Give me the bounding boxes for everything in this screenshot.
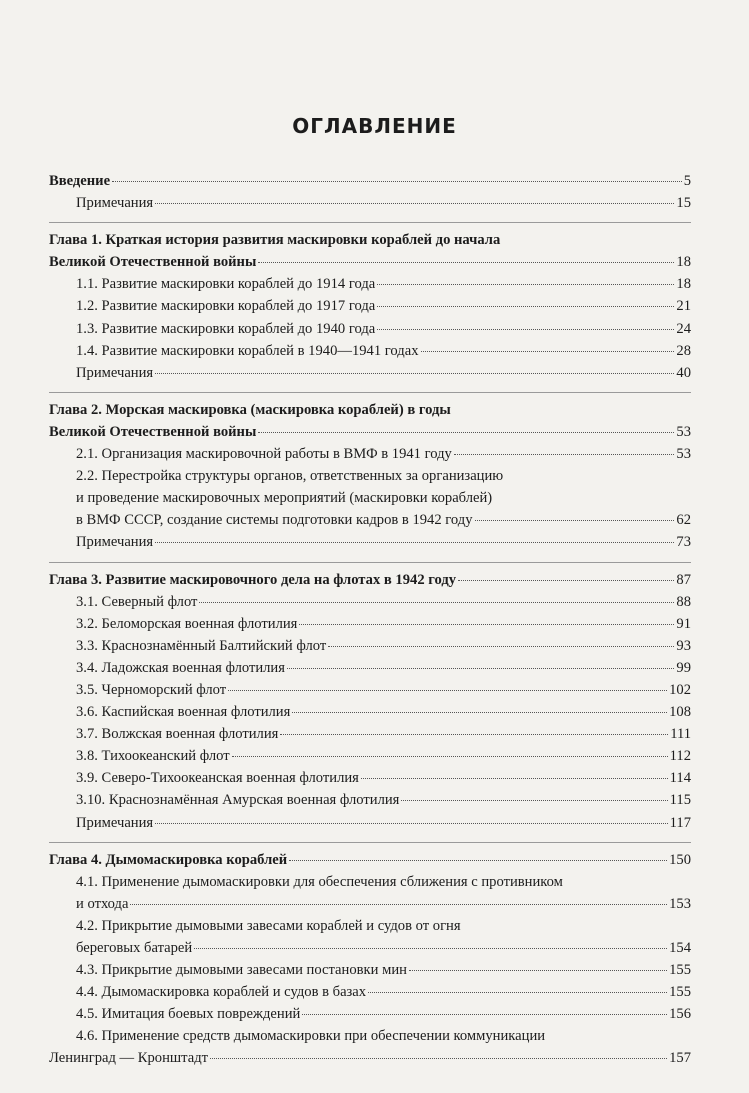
dot-leader [458,579,674,581]
toc-entry-text: 3.10. Краснознамённая Амурская военная флотилия [76,792,400,809]
toc-entry-text: 3.8. Тихоокеанский флот [76,748,230,765]
toc-page-number: 150 [669,851,691,868]
dot-leader [112,180,682,182]
toc-page-number: 154 [669,940,691,956]
toc-page-number: 102 [669,681,691,698]
toc-section [49,170,691,214]
dot-leader [377,328,674,330]
toc-entry[interactable] [49,937,691,959]
toc-chapter-heading[interactable] [49,849,691,871]
dot-leader [409,969,667,971]
toc-entry-text: 1.3. Развитие маскировки кораблей до 1940 года [76,320,376,337]
dot-leader [199,601,674,603]
toc-entry-text: Великой Отечественной войны [49,423,257,440]
toc-entry-text: 4.4. Дымомаскировка кораблей и судов в базах [76,984,367,1001]
dot-leader [258,431,674,433]
toc-page-number: 21 [676,298,691,315]
dot-leader [302,1013,667,1015]
toc-page-number: 155 [669,962,691,979]
toc-entry-text: Глава 4. Дымомаскировка кораблей [49,851,288,868]
toc-page-number: 73 [676,534,691,551]
toc-entry[interactable] [49,1025,691,1047]
toc-entry-text: 4.1. Применение дымомаскировки для обеспечения сближения с противником [76,873,563,890]
toc-page-number: 93 [676,637,691,654]
toc-entry[interactable] [49,812,691,834]
toc-page-number: 108 [669,704,691,721]
toc-page-number: 112 [669,748,691,765]
toc-entry-text: 1.4. Развитие маскировки кораблей в 1940—1941 годах [76,342,419,359]
dot-leader [475,519,675,521]
toc-entry-text: и отхода [76,895,129,912]
toc-entry[interactable] [49,767,691,789]
toc-section [49,222,691,384]
toc-chapter-heading[interactable] [49,251,691,273]
toc-entry-text: 3.4. Ладожская военная флотилия [76,659,285,676]
dot-leader [287,667,674,669]
toc-entry[interactable] [49,591,691,613]
toc-entry-text: 4.6. Применение средств дымомаскировки при обеспечении коммуникации [76,1028,546,1045]
dot-leader [368,991,667,993]
toc-entry-text: и проведение маскировочных мероприятий (маскировки кораблей) [76,490,493,507]
toc-entry[interactable] [49,701,691,723]
toc-entry-text: Ленинград — Кронштадт [49,1050,208,1067]
toc-section [49,562,691,834]
toc-entry-text: береговых батарей [76,940,193,956]
toc-page-number: 114 [669,770,691,787]
toc-entry-text: 3.1. Северный флот [76,593,198,610]
toc-entry-text: Великой Отечественной войны [49,254,257,271]
toc-entry[interactable] [49,273,691,295]
dot-leader [280,733,668,735]
dot-leader [401,799,667,801]
toc-entry-text: Глава 3. Развитие маскировочного дела на флотах в 1942 году [49,571,457,588]
toc-entry[interactable] [49,981,691,1003]
dot-leader [194,947,667,949]
dot-leader [210,1057,667,1059]
table-of-contents [49,170,691,1070]
toc-entry[interactable] [49,915,691,937]
toc-entry[interactable] [49,613,691,635]
dot-leader [377,305,674,307]
toc-entry[interactable] [49,318,691,340]
dot-leader [377,283,674,285]
toc-page-number: 115 [669,792,691,809]
toc-page-number: 99 [676,659,691,676]
toc-entry[interactable] [49,893,691,915]
toc-entry[interactable] [49,1047,691,1069]
dot-leader [289,859,667,861]
toc-entry-text: Примечания [76,814,154,831]
toc-page-number: 53 [676,423,691,440]
dot-leader [228,689,667,691]
toc-entry[interactable] [49,959,691,981]
toc-entry-text: Введение [49,173,111,189]
toc-entry-text: 4.5. Имитация боевых повреждений [76,1006,301,1023]
toc-entry-text: 2.2. Перестройка структуры органов, ответственных за организацию [76,468,504,485]
toc-page-number: 88 [676,593,691,610]
toc-entry-text: Примечания [76,534,154,551]
toc-entry-text: Глава 2. Морская маскировка (маскировка кораблей) в годы [49,401,451,418]
dot-leader [421,350,675,352]
toc-entry[interactable] [49,679,691,701]
toc-entry-text: 4.2. Прикрытие дымовыми завесами кораблей и судов от огня [76,917,461,934]
toc-entry[interactable] [49,871,691,893]
toc-page-number: 111 [670,726,691,743]
toc-page-number: 91 [676,615,691,632]
dot-leader [232,755,668,757]
toc-entry[interactable] [49,443,691,465]
toc-entry[interactable] [49,487,691,509]
dot-leader [361,777,668,779]
toc-entry-text: 3.9. Северо-Тихоокеанская военная флотилия [76,770,359,787]
toc-entry[interactable] [49,465,691,487]
page-title: ОГЛАВЛЕНИЕ [292,114,457,138]
toc-chapter-heading[interactable] [49,229,691,251]
toc-entry[interactable] [49,295,691,317]
toc-entry[interactable] [49,362,691,384]
dot-leader [328,645,674,647]
toc-chapter-heading[interactable] [49,569,691,591]
toc-page-number: 18 [676,254,691,271]
toc-entry[interactable] [49,745,691,767]
toc-entry-text: 3.2. Беломорская военная флотилия [76,615,298,632]
toc-page-number: 24 [676,320,691,337]
toc-entry[interactable] [49,1003,691,1025]
toc-page-number: 53 [676,446,691,463]
toc-entry[interactable] [49,789,691,811]
toc-entry-text: 2.1. Организация маскировочной работы в ВМФ в 1941 году [76,446,452,463]
toc-entry[interactable] [49,723,691,745]
toc-page-number: 153 [669,895,691,912]
dot-leader [258,261,674,263]
dot-leader [130,903,667,905]
dot-leader [155,372,674,374]
dot-leader [292,711,667,713]
toc-section [49,392,691,554]
toc-page-number: 156 [669,1006,691,1023]
dot-leader [454,453,675,455]
toc-entry[interactable] [49,657,691,679]
toc-page-number: 62 [676,512,691,529]
toc-section [49,842,691,1070]
toc-entry[interactable] [49,340,691,362]
toc-page-number: 5 [683,173,691,189]
toc-entry[interactable] [49,192,691,214]
toc-entry-text: 3.6. Каспийская военная флотилия [76,704,291,721]
toc-entry[interactable] [49,509,691,531]
toc-entry-text: 4.3. Прикрытие дымовыми завесами постановки мин [76,962,407,979]
toc-chapter-heading[interactable] [49,421,691,443]
toc-page-number: 155 [669,984,691,1001]
toc-entry-text: Глава 1. Краткая история развития маскировки кораблей до начала [49,232,501,249]
toc-chapter-heading[interactable] [49,170,691,192]
toc-page-number: 87 [676,571,691,588]
toc-page-number: 18 [676,276,691,293]
toc-entry-text: 1.2. Развитие маскировки кораблей до 1917 года [76,298,376,315]
toc-entry[interactable] [49,531,691,553]
toc-entry-text: 3.7. Волжская военная флотилия [76,726,279,743]
toc-entry-text: 3.5. Черноморский флот [76,681,227,698]
toc-page-number: 157 [669,1050,691,1067]
dot-leader [155,202,674,204]
toc-entry-text: в ВМФ СССР, создание системы подготовки кадров в 1942 году [76,512,473,529]
toc-page-number: 15 [676,195,691,212]
toc-page-number: 28 [676,342,691,359]
toc-page-number: 40 [676,364,691,381]
toc-chapter-heading[interactable] [49,399,691,421]
toc-entry-text: Примечания [76,364,154,381]
dot-leader [299,623,674,625]
toc-entry-text: Примечания [76,195,154,212]
dot-leader [155,822,667,824]
toc-page-number: 117 [669,814,691,831]
dot-leader [155,541,674,543]
toc-entry[interactable] [49,635,691,657]
toc-entry-text: 1.1. Развитие маскировки кораблей до 1914 года [76,276,376,293]
toc-entry-text: 3.3. Краснознамённый Балтийский флот [76,637,327,654]
